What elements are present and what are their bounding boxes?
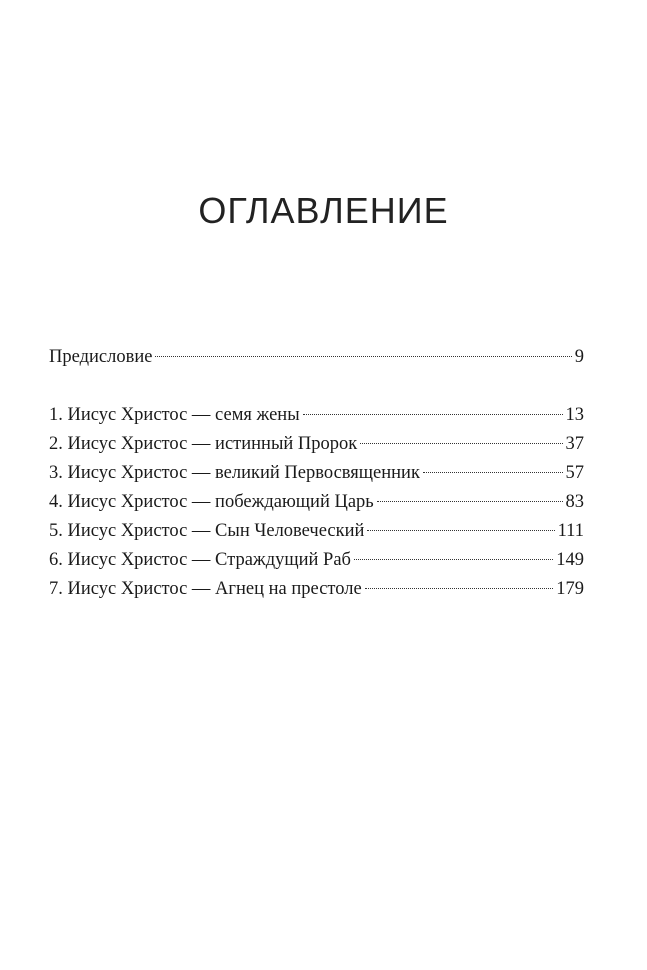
dot-leader: [303, 414, 563, 415]
toc-entry-label: 2. Иисус Христос — истинный Пророк: [49, 434, 358, 454]
toc-entry: [49, 517, 584, 546]
dot-leader: [377, 501, 563, 502]
toc-entry: [49, 401, 584, 430]
toc-entry-page: 57: [565, 463, 584, 483]
toc-entry: [49, 459, 584, 488]
toc-entry-page: 37: [565, 434, 584, 454]
toc-chapters: [49, 401, 584, 604]
toc-entry-label: 7. Иисус Христос — Агнец на престоле: [49, 579, 362, 599]
toc-entry: [49, 488, 584, 517]
toc-entry-page: 111: [557, 521, 584, 541]
toc-entry-label: 1. Иисус Христос — семя жены: [49, 405, 300, 425]
dot-leader: [365, 588, 554, 589]
toc-entry-preface: [49, 343, 584, 372]
toc-entry-label: 4. Иисус Христос — побеждающий Царь: [49, 492, 374, 512]
toc-entry-page: 9: [574, 347, 584, 367]
toc-entry-label: 3. Иисус Христос — великий Первосвященник: [49, 463, 420, 483]
toc-entry-page: 179: [556, 579, 584, 599]
dot-leader: [367, 530, 554, 531]
toc-entry-page: 149: [556, 550, 584, 570]
page-title: ОГЛАВЛЕНИЕ: [198, 190, 449, 231]
dot-leader: [423, 472, 563, 473]
dot-leader: [354, 559, 553, 560]
toc-entry-label: Предисловие: [49, 347, 153, 367]
toc-preface: [49, 343, 584, 372]
toc-entry: [49, 430, 584, 459]
dot-leader: [155, 356, 571, 357]
toc-entry-page: 83: [565, 492, 584, 512]
toc-entry: [49, 546, 584, 575]
toc-entry: [49, 575, 584, 604]
toc-entry-label: 5. Иисус Христос — Сын Человеческий: [49, 521, 365, 541]
dot-leader: [360, 443, 562, 444]
toc-entry-label: 6. Иисус Христос — Страждущий Раб: [49, 550, 351, 570]
toc-entry-page: 13: [565, 405, 584, 425]
